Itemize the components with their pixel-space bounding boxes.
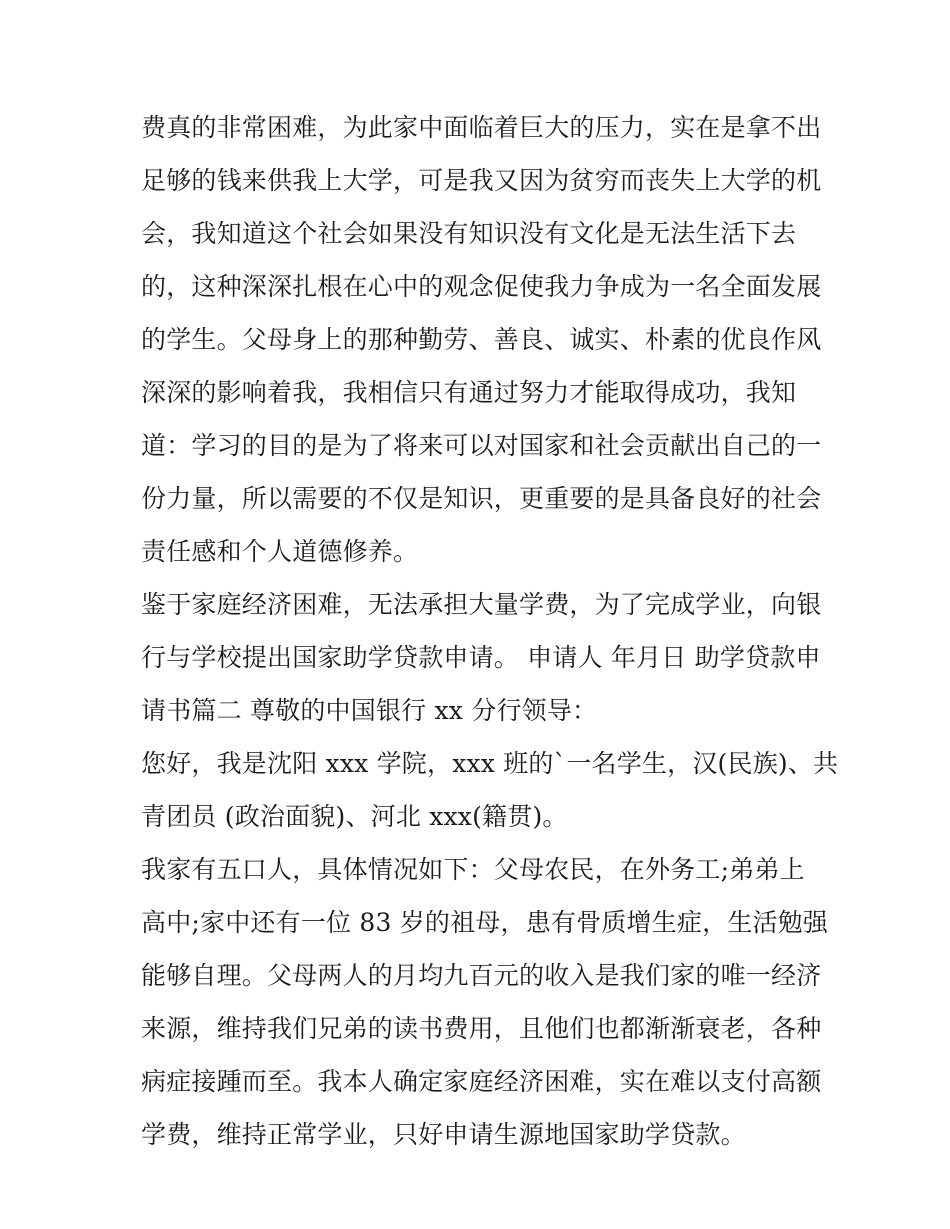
text-line: 的，这种深深扎根在心中的观念促使我力争成为一名全面发展 [141, 272, 822, 301]
text-line: 深深的影响着我，我相信只有通过努力才能取得成功，我知 [141, 378, 797, 407]
text-line: 足够的钱来供我上大学，可是我又因为贫穷而丧失上大学的机 [141, 166, 822, 195]
text-line: 我家有五口人，具体情况如下：父母农民，在外务工;弟弟上 [141, 855, 805, 884]
text-line: 会，我知道这个社会如果没有知识没有文化是无法生活下去 [141, 219, 797, 248]
text-line: 高中;家中还有一位 83 岁的祖母，患有骨质增生症，生活勉强 [141, 908, 829, 937]
text-line: 来源，维持我们兄弟的读书费用，且他们也都渐渐衰老，各种 [141, 1014, 822, 1043]
text-line: 的学生。父母身上的那种勤劳、善良、诚实、朴素的优良作风 [141, 325, 822, 354]
text-line: 份力量，所以需要的不仅是知识，更重要的是具备良好的社会 [141, 484, 822, 513]
text-line: 费真的非常困难，为此家中面临着巨大的压力，实在是拿不出 [141, 113, 822, 142]
text-line: 学费，维持正常学业，只好申请生源地国家助学贷款。 [141, 1120, 746, 1149]
text-line: 病症接踵而至。我本人确定家庭经济困难，实在难以支付高额 [141, 1067, 822, 1096]
text-line: 您好，我是沈阳 xxx 学院，xxx 班的`一名学生，汉(民族)、共 [141, 749, 839, 778]
text-line: 鉴于家庭经济困难，无法承担大量学费，为了完成学业，向银 [141, 590, 822, 619]
text-line: 责任感和个人道德修养。 [141, 537, 419, 566]
text-line: 行与学校提出国家助学贷款申请。 申请人 年月日 助学贷款申 [141, 643, 821, 672]
text-line: 能够自理。父母两人的月均九百元的收入是我们家的唯一经济 [141, 961, 822, 990]
text-line: 道：学习的目的是为了将来可以对国家和社会贡献出自己的一 [141, 431, 822, 460]
text-line: 请书篇二 尊敬的中国银行 xx 分行领导： [141, 696, 598, 725]
text-line: 青团员 (政治面貌)、河北 xxx(籍贯)。 [141, 802, 568, 831]
